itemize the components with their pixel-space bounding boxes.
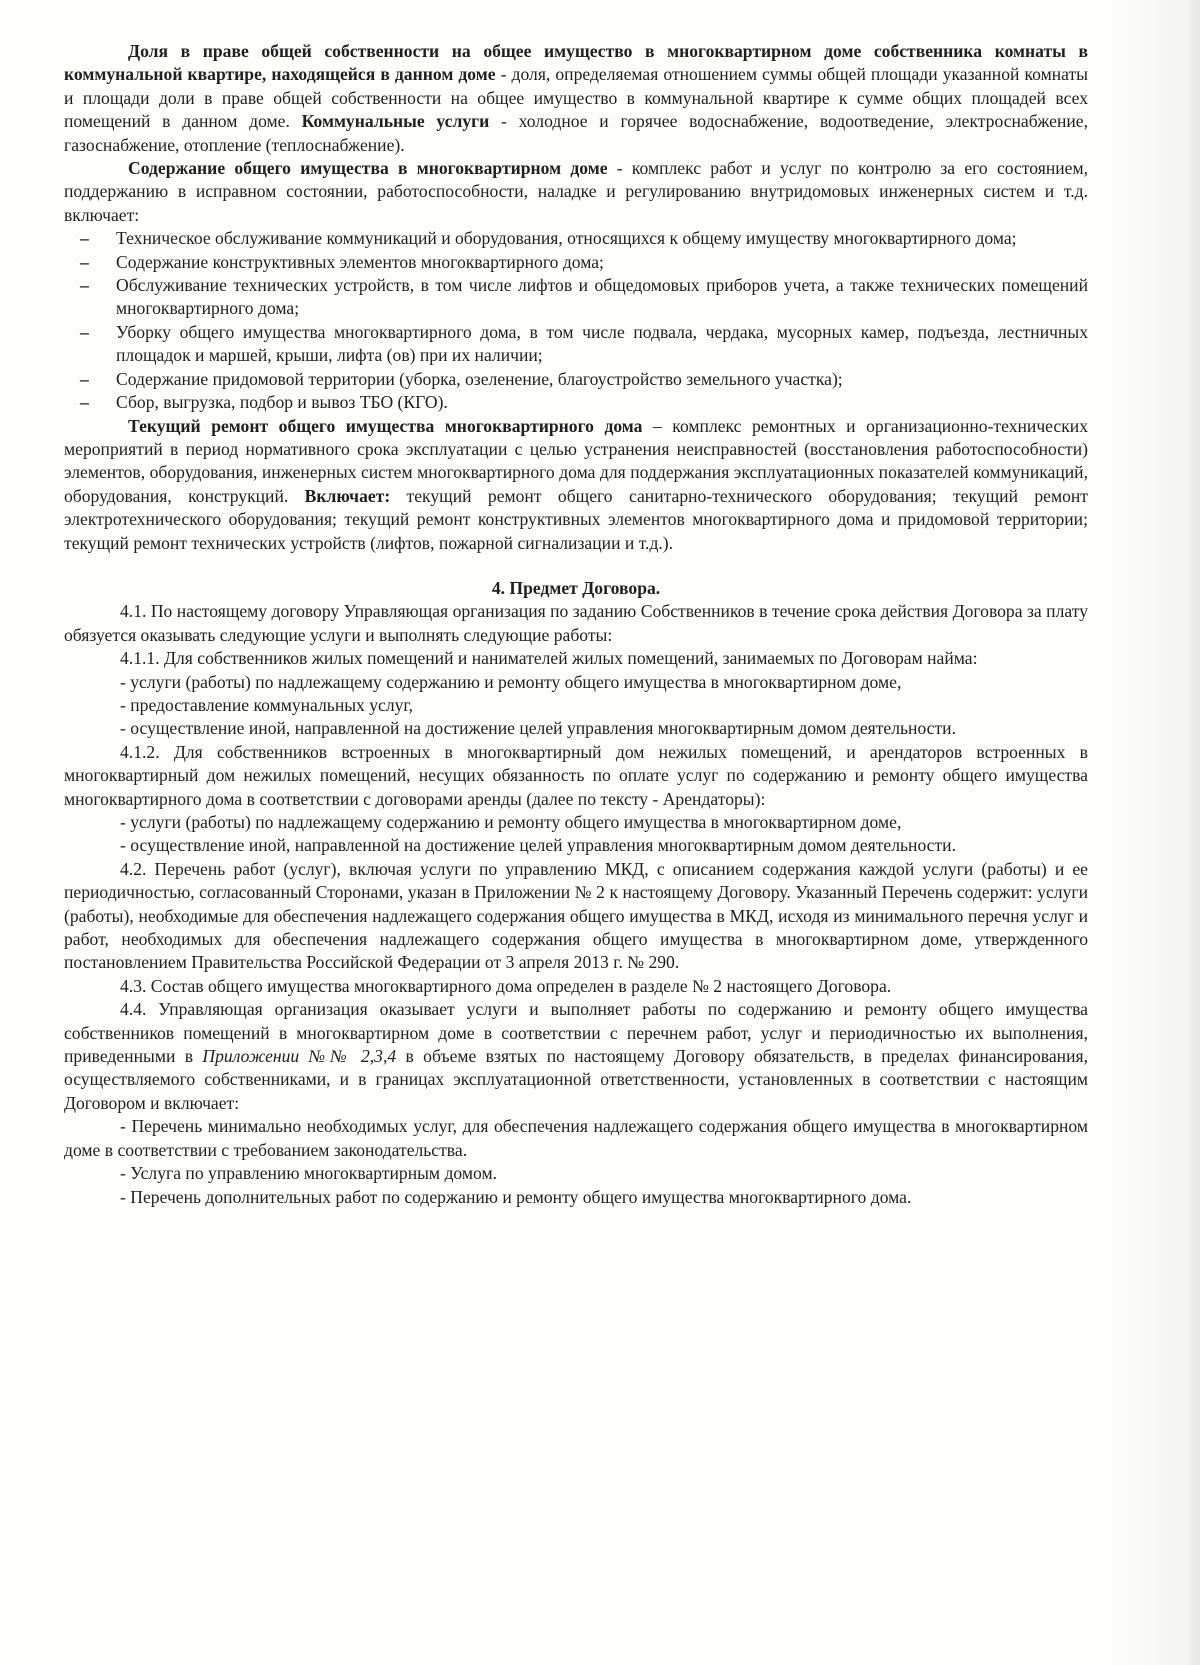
definition-maintenance-text: - комплекс работ и услуг по контролю за его состоянием, поддержанию в исправном состоянии, работоспособности, наладке и регулированию внутридомовых инженерных систем и т.д. включает: [64,158,1089,225]
clause-4-1-1: 4.1.1. Для собственников жилых помещений и нанимателей жилых помещений, занимаемых по Договорам найма: [120,648,978,669]
definition-includes-text: текущий ремонт общего санитарно-технического оборудования; текущий ремонт электротехнического оборудования; текущий ремонт конструктивных элементов многоквартирного дома и придомовой территории; текущий ремонт технических устройств (лифтов, пожарной сигнализации и т.д.). [64,485,1088,553]
document-body [64,40,1088,1209]
paragraph-repair-definition [64,415,1088,555]
clause-4-4-text-end: в объеме взятых по настоящему Договору обязательств, в пределах финансирования, осуществляемого собственниками, и в границах эксплуатационной ответственности, установленных в соответствии с настоящим Договором и включает: [64,1046,1088,1113]
term-maintenance: Содержание общего имущества в многоквартирном доме [128,158,608,179]
list-item: – Сбор, выгрузка, подбор и вывоз ТБО (КГО). [64,391,1088,414]
list-item: – Обслуживание технических устройств, в том числе лифтов и общедомовых приборов учета, а также технических помещений многоквартирного дома; [64,274,1088,321]
list-item: – Содержание придомовой территории (уборка, озеленение, благоустройство земельного участка); [64,368,1088,391]
definition-utilities-text: - холодное и горячее водоснабжение, водоотведение, электроснабжение, газоснабжение, отопление (теплоснабжение). [64,111,1089,155]
clause-4-3: 4.3. Состав общего имущества многоквартирного дома определен в разделе № 2 настоящего Договора. [120,975,892,996]
clause-4-4-text: 4.4. Управляющая организация оказывает услуги и выполняет работы по содержанию и ремонту общего имущества собственников помещений в многоквартирном доме в соответствии с перечнем работ, услуг и периодичностью их выполнения, приведенными в [64,999,1088,1067]
definition-repair-text: – комплекс ремонтных и организационно-технических мероприятий в период нормативного срока эксплуатации с целью устранения неисправностей (восстановления работоспособности) элементов, оборудования, инженерных систем многоквартирного дома для поддержания эксплуатационных показателей коммуникаций, оборудования, конструкций. [64,415,1088,506]
term-utilities: Коммунальные услуги [301,111,490,132]
section-title: 4. Предмет Договора. [491,577,661,598]
clause-4-4-item: - Услуга по управлению многоквартирным домом. [120,1163,498,1184]
appendix-reference: Приложении №№ 2,3,4 [202,1046,397,1067]
clause-4-1-2-item: - осуществление иной, направленной на достижение целей управления многоквартирным домом деятельности. [120,835,956,856]
clause-4-1-2-item: - услуги (работы) по надлежащему содержанию и ремонту общего имущества в многоквартирном доме, [120,812,902,832]
list-item: – Техническое обслуживание коммуникаций и оборудования, относящихся к общему имуществу многоквартирного дома; [64,227,1088,250]
paragraph-maintenance-definition [64,157,1088,227]
clause-4-4-item: - Перечень дополнительных работ по содержанию и ремонту общего имущества многоквартирного дома. [120,1186,912,1207]
list-item: – Содержание конструктивных элементов многоквартирного дома; [64,251,1088,274]
clause-4-1-1-item: - предоставление коммунальных услуг, [120,694,414,715]
term-share: Доля в праве общей собственности на общее имущество в многоквартирном доме собственника комнаты в коммунальной квартире, находящейся в данном доме [64,41,1088,85]
maintenance-list [64,227,1088,414]
term-includes: Включает: [304,485,391,506]
term-repair: Текущий ремонт общего имущества многоквартирного дома [128,415,643,436]
clause-4-2: 4.2. Перечень работ (услуг), включая услуги по управлению МКД, с описанием содержания каждой услуги (работы) и ее периодичностью, согласованный Сторонами, указан в Приложении № 2 к настоящему Договору. Указанный Перечень содержит: услуги (работы), необходимые для обеспечения надлежащего содержания общего имущества в МКД, исходя из минимального перечня услуг и работ, необходимых для обеспечения надлежащего содержания общего имущества в многоквартирном доме, утвержденного постановлением Правительства Российской Федерации от 3 апреля 2013 г. № 290. [64,858,1088,973]
clause-4-4 [64,998,1088,1115]
paragraph-share-definition [64,40,1088,157]
page-edge-shadow [1110,0,1200,1665]
clause-4-1: 4.1. По настоящему договору Управляющая организация по заданию Собственников в течение срока действия Договора за плату обязуется оказывать следующие услуги и выполнять следующие работы: [64,601,1088,645]
definition-share-text: - доля, определяемая отношением суммы общей площади указанной комнаты и площади доли в праве общей собственности на общее имущество в коммунальной квартире к сумме общих площадей всех помещений в данном доме. [64,64,1088,132]
clause-4-1-1-item: - услуги (работы) по надлежащему содержанию и ремонту общего имущества в многоквартирном доме, [120,671,902,692]
list-item: – Уборку общего имущества многоквартирного дома, в том числе подвала, чердака, мусорных камер, подъезда, лестничных площадок и маршей, крыши, лифта (ов) при их наличии; [64,321,1088,368]
clause-4-4-item: - Перечень минимально необходимых услуг, для обеспечения надлежащего содержания общего имущества в многоквартирном доме в соответствии с требованием законодательства. [64,1116,1088,1160]
clause-4-1-2: 4.1.2. Для собственников встроенных в многоквартирный дом нежилых помещений, и арендаторов встроенных в многоквартирный дом нежилых помещений, несущих обязанность по оплате услуг по содержанию и ремонту общего имущества многоквартирного дома в соответствии с договорами аренды (далее по тексту - Арендаторы): [64,741,1088,809]
clause-4-1-1-item: - осуществление иной, направленной на достижение целей управления многоквартирным домом деятельности. [120,718,956,739]
